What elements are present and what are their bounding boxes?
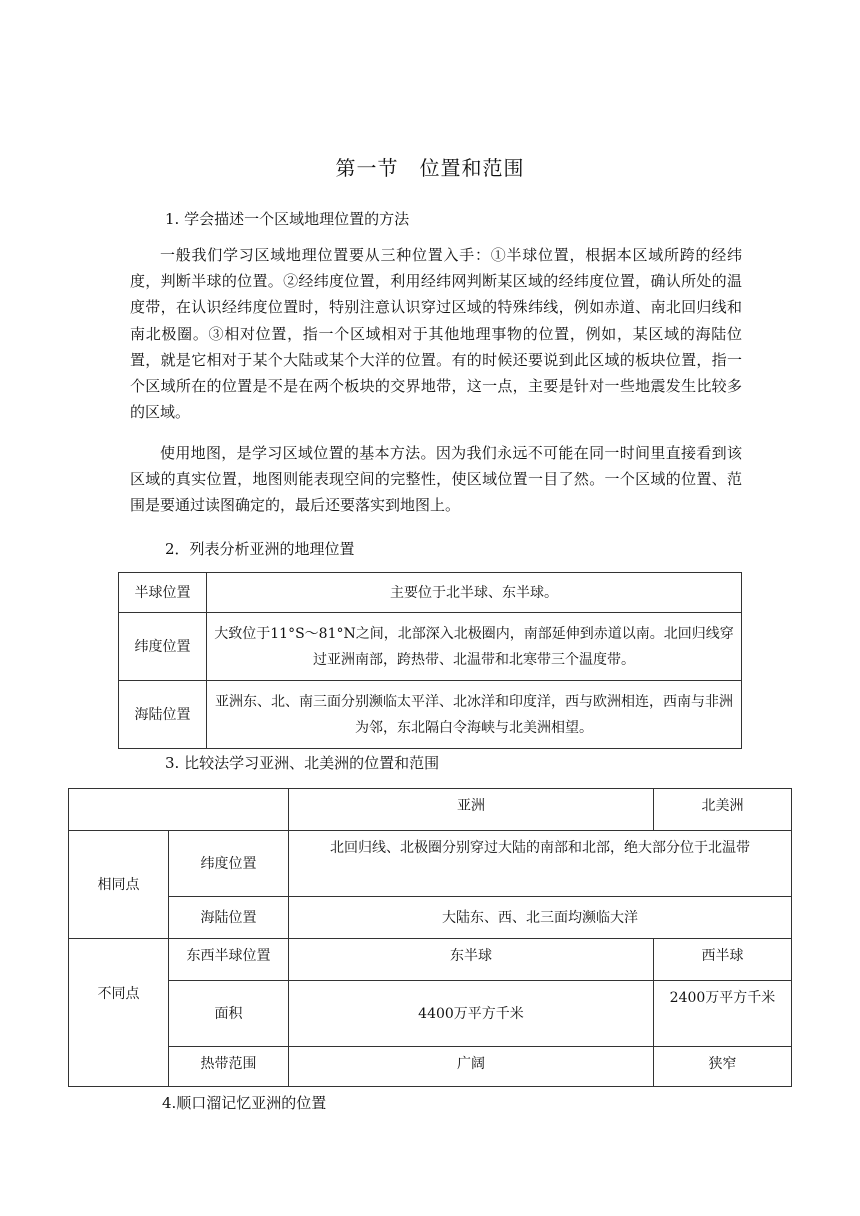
same-points-label: 相同点 <box>69 831 169 939</box>
section-3-heading: 3. 比较法学习亚洲、北美洲的位置和范围 <box>165 754 440 772</box>
page-title: 第一节 位置和范围 <box>335 156 525 180</box>
cell-asia: 4400万平方千米 <box>289 981 654 1047</box>
row-value: 大致位于11°S～81°N之间，北部深入北极圈内，南部延伸到赤道以南。北回归线穿过亚洲南部，跨热带、北温带和北寒带三个温度带。 <box>207 613 742 681</box>
table-row <box>119 613 742 681</box>
section-1-paragraph-2: 使用地图，是学习区域位置的基本方法。因为我们永远不可能在同一时间里直接看到该区域的真实位置，地图则能表现空间的完整性，使区域位置一目了然。一个区域的位置、范围是要通过读图确定的，最后还要落实到地图上。 <box>130 444 742 515</box>
cell-north-america: 西半球 <box>654 939 792 981</box>
row-label: 面积 <box>169 981 289 1047</box>
table-row <box>69 1047 792 1087</box>
comparison-table <box>68 788 792 1087</box>
row-label: 纬度位置 <box>169 831 289 897</box>
row-value: 大陆东、西、北三面均濒临大洋 <box>289 897 792 939</box>
table-row <box>119 681 742 749</box>
empty-header-cell <box>69 789 289 831</box>
table-row <box>69 939 792 981</box>
row-value: 主要位于北半球、东半球。 <box>207 573 742 613</box>
row-label: 东西半球位置 <box>169 939 289 981</box>
row-label: 海陆位置 <box>119 681 207 749</box>
cell-asia: 东半球 <box>289 939 654 981</box>
row-value: 北回归线、北极圈分别穿过大陆的南部和北部，绝大部分位于北温带 <box>289 831 792 897</box>
cell-asia: 广阔 <box>289 1047 654 1087</box>
diff-points-label: 不同点 <box>69 939 169 1087</box>
row-label: 纬度位置 <box>119 613 207 681</box>
table-row <box>119 573 742 613</box>
row-label: 海陆位置 <box>169 897 289 939</box>
cell-north-america: 2400万平方千米 <box>654 981 792 1047</box>
table-row <box>69 981 792 1047</box>
row-value: 亚洲东、北、南三面分别濒临太平洋、北冰洋和印度洋，西与欧洲相连，西南与非洲为邻，东北隔白令海峡与北美洲相望。 <box>207 681 742 749</box>
asia-location-table <box>118 572 742 749</box>
section-2-heading: 2．列表分析亚洲的地理位置 <box>165 540 355 558</box>
table-row <box>69 789 792 831</box>
row-label: 热带范围 <box>169 1047 289 1087</box>
section-1-heading: 1. 学会描述一个区域地理位置的方法 <box>165 210 410 228</box>
row-label: 半球位置 <box>119 573 207 613</box>
table-row <box>69 897 792 939</box>
section-4-heading: 4.顺口溜记忆亚洲的位置 <box>162 1094 327 1112</box>
table-row <box>69 831 792 897</box>
section-1-paragraph-1: 一般我们学习区域地理位置要从三种位置入手：①半球位置，根据本区域所跨的经纬度，判断半球的位置。②经纬度位置，利用经纬网判断某区域的经纬度位置，确认所处的温度带，在认识经纬度位置时，特别注意认识穿过区域的特殊纬线，例如赤道、南北回归线和南北极圈。③相对位置，指一个区域相对于其他地理事物的位置，例如，某区域的海陆位置，就是它相对于某个大陆或某个大洋的位置。有的时候还要说到此区域的板块位置，指一个区域所在的位置是不是在两个板块的交界地带，这一点，主要是针对一些地震发生比较多的区域。 <box>130 246 742 422</box>
col-header-north-america: 北美洲 <box>654 789 792 831</box>
cell-north-america: 狭窄 <box>654 1047 792 1087</box>
col-header-asia: 亚洲 <box>289 789 654 831</box>
